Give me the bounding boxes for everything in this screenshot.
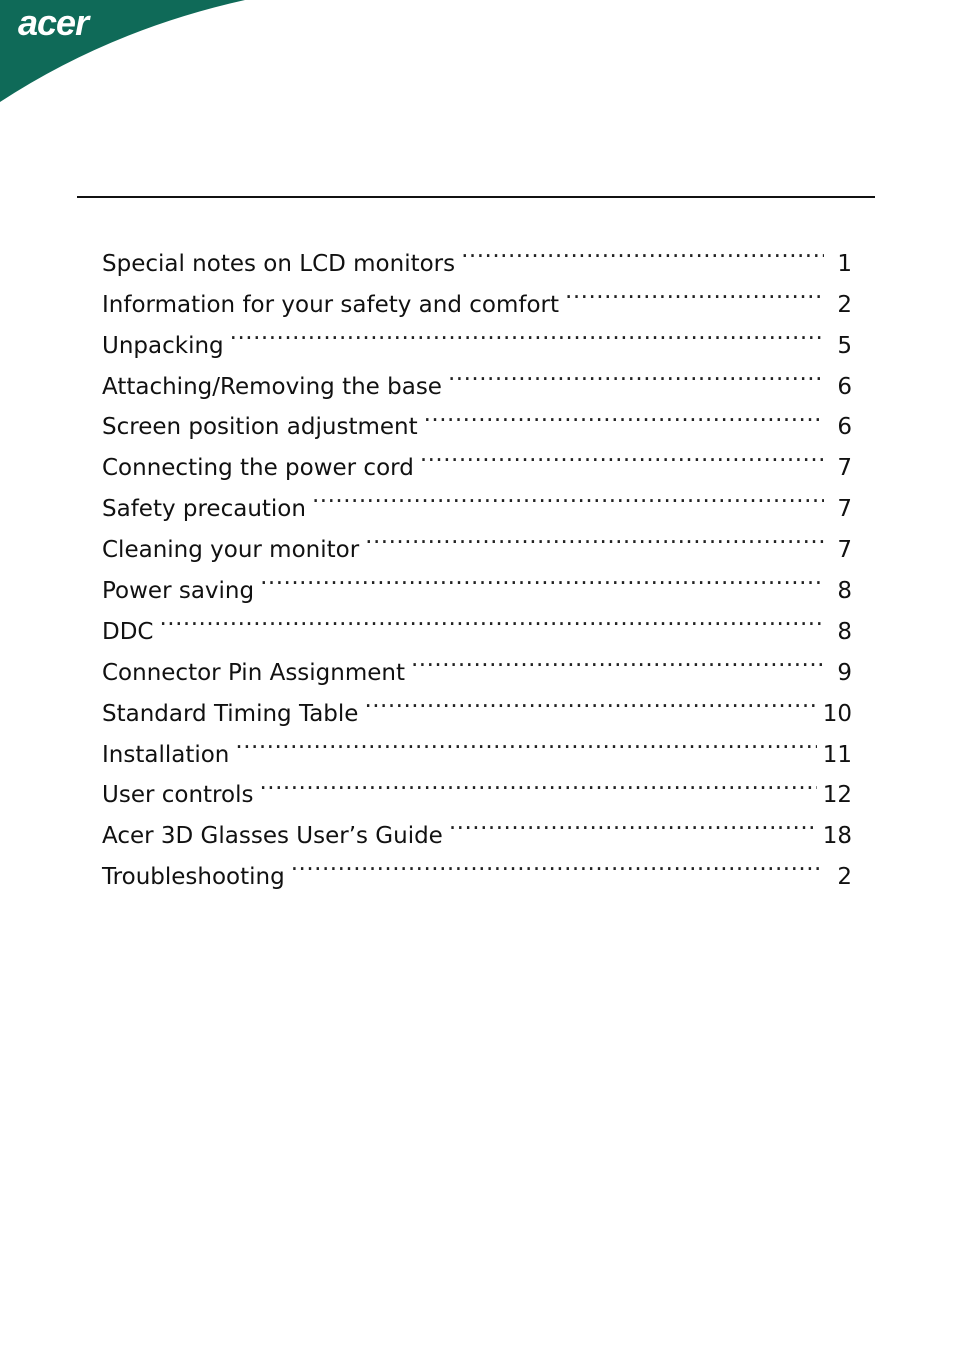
dot-leader xyxy=(259,762,816,803)
dot-leader xyxy=(411,639,824,680)
toc-entry-page: 10 xyxy=(822,700,852,727)
toc-entry-title: Screen position adjustment xyxy=(102,414,418,441)
toc-entry-page: 7 xyxy=(837,496,852,523)
toc-entry-page: 6 xyxy=(837,414,852,441)
table-of-contents xyxy=(102,230,852,891)
toc-entry-page: 7 xyxy=(837,537,852,564)
toc-entry-title: Cleaning your monitor xyxy=(102,537,360,564)
dot-leader xyxy=(565,271,824,312)
dot-leader xyxy=(420,434,824,475)
toc-entry-title: DDC xyxy=(102,618,154,645)
toc-entry-page: 2 xyxy=(837,291,852,318)
dot-leader xyxy=(291,843,824,884)
dot-leader xyxy=(312,475,824,516)
toc-entry-title: Safety precaution xyxy=(102,496,306,523)
dot-leader xyxy=(230,312,824,353)
toc-entry-page: 18 xyxy=(822,823,852,850)
dot-leader xyxy=(260,557,824,598)
toc-entry-title: Special notes on LCD monitors xyxy=(102,250,456,277)
toc-entry-page: 6 xyxy=(837,373,852,400)
dot-leader xyxy=(159,598,824,639)
toc-entry-title: Connector Pin Assignment xyxy=(102,659,405,686)
toc-entry-page: 5 xyxy=(837,332,852,359)
toc-entry-page: 8 xyxy=(837,618,852,645)
toc-entry-page: 11 xyxy=(822,741,852,768)
dot-leader xyxy=(235,721,816,762)
toc-entry-page: 1 xyxy=(837,250,852,277)
toc-entry-title: Connecting the power cord xyxy=(102,455,414,482)
dot-leader xyxy=(364,680,816,721)
toc-entry-title: Information for your safety and comfort xyxy=(102,291,560,318)
toc-entry-title: Acer 3D Glasses User’s Guide xyxy=(102,823,443,850)
toc-entry-title: Installation xyxy=(102,741,230,768)
toc-entry-title: Attaching/Removing the base xyxy=(102,373,442,400)
toc-entry-page: 12 xyxy=(822,782,852,809)
toc-entry-title: User controls xyxy=(102,782,254,809)
toc-entry-page: 2 xyxy=(837,864,852,891)
acer-logo: acer xyxy=(18,2,89,43)
dot-leader xyxy=(424,394,824,435)
toc-entry[interactable] xyxy=(102,230,852,277)
dot-leader xyxy=(448,353,824,394)
toc-entry-page: 9 xyxy=(837,659,852,686)
toc-entry[interactable] xyxy=(102,639,852,686)
toc-entry-page: 8 xyxy=(837,578,852,605)
toc-entry-title: Standard Timing Table xyxy=(102,700,359,727)
dot-leader xyxy=(461,230,824,271)
horizontal-rule xyxy=(77,196,875,198)
dot-leader xyxy=(449,802,817,843)
toc-entry-page: 7 xyxy=(837,455,852,482)
dot-leader xyxy=(365,516,824,557)
toc-entry-title: Unpacking xyxy=(102,332,224,359)
toc-entry[interactable] xyxy=(102,598,852,645)
toc-entry-title: Troubleshooting xyxy=(102,864,285,891)
toc-entry-title: Power saving xyxy=(102,578,255,605)
